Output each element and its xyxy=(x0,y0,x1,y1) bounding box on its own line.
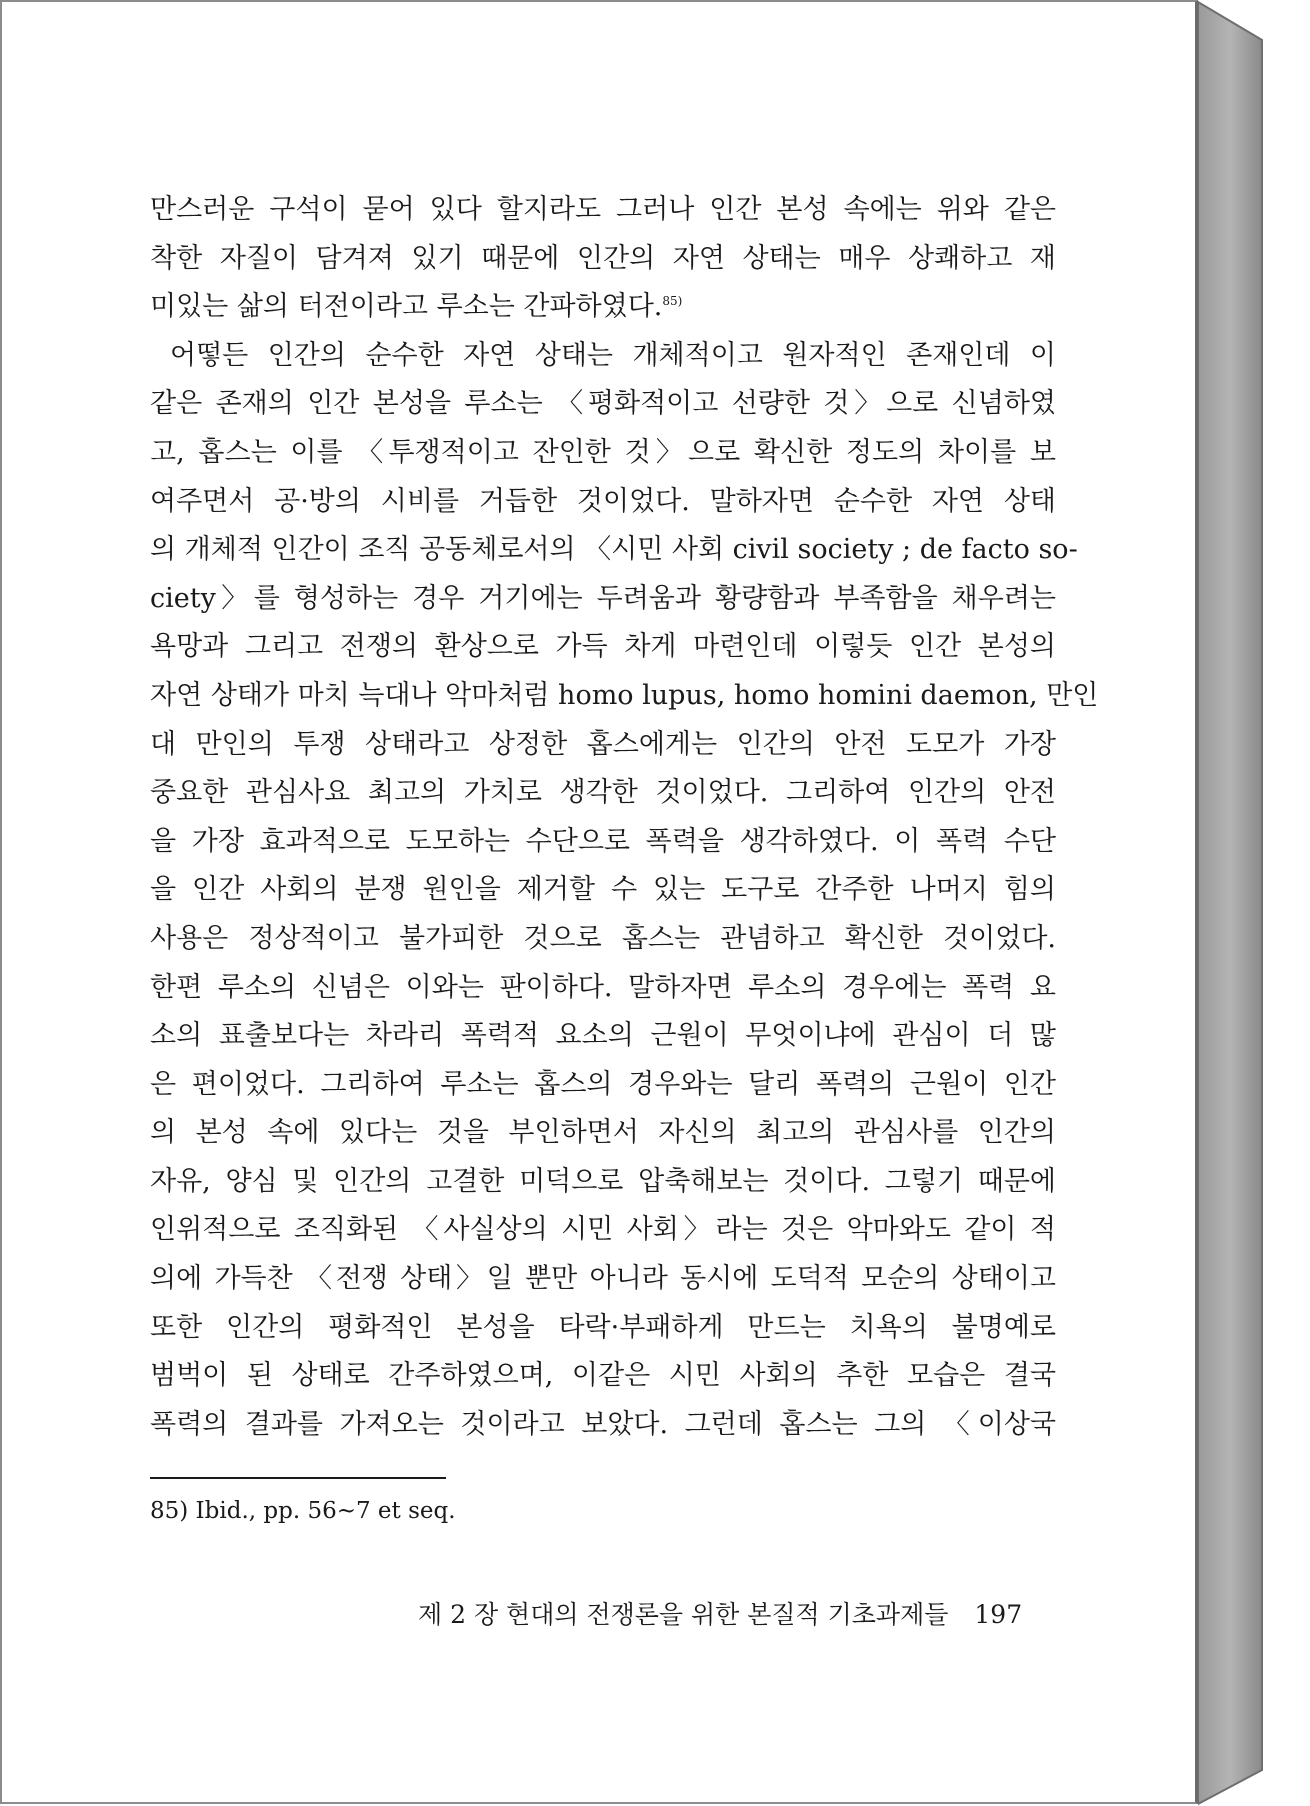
footnote-divider xyxy=(150,1477,446,1479)
body-line: 중요한 관심사요 최고의 가치로 생각한 것이었다. 그리하여 인간의 안전 xyxy=(150,777,1056,809)
book-page-edge xyxy=(1198,0,1288,1806)
body-line: 의 본성 속에 있다는 것을 부인하면서 자신의 최고의 관심사를 인간의 xyxy=(150,1117,1056,1149)
body-line: 범벅이 된 상태로 간주하였으며, 이같은 시민 사회의 추한 모습은 결국 xyxy=(150,1360,1056,1392)
body-line: 을 가장 효과적으로 도모하는 수단으로 폭력을 생각하였다. 이 폭력 수단 xyxy=(150,825,1056,857)
body-line: 착한 자질이 담겨져 있기 때문에 인간의 자연 상태는 매우 상쾌하고 재 xyxy=(150,242,1056,274)
body-line: 폭력의 결과를 가져오는 것이라고 보았다. 그런데 홉스는 그의 〈이상국 xyxy=(150,1408,1056,1440)
body-line: 자연 상태가 마치 늑대나 악마처럼 homo lupus, homo homini daemon, 만인 xyxy=(150,679,1099,711)
footnote-reference: 85) xyxy=(662,294,683,309)
footnote: 85) Ibid., pp. 56~7 et seq. xyxy=(150,1498,456,1524)
chapter-title: 제 2 장 현대의 전쟁론을 위한 본질적 기초과제들 xyxy=(418,1600,949,1629)
body-line-text: 미있는 삶의 터전이라고 루소는 간파하였다. xyxy=(150,291,663,323)
page-number: 197 xyxy=(974,1600,1023,1629)
body-text xyxy=(150,186,1099,1449)
body-line: 자유, 양심 및 인간의 고결한 미덕으로 압축해보는 것이다. 그렇기 때문에 xyxy=(150,1165,1056,1197)
body-line: 같은 존재의 인간 본성을 루소는 〈평화적이고 선량한 것〉으로 신념하였 xyxy=(150,388,1056,420)
running-footer xyxy=(418,1595,1022,1631)
body-line: 한편 루소의 신념은 이와는 판이하다. 말하자면 루소의 경우에는 폭력 요 xyxy=(150,971,1056,1003)
body-line: 만스러운 구석이 묻어 있다 할지라도 그러나 인간 본성 속에는 위와 같은 xyxy=(150,194,1056,225)
body-line: 또한 인간의 평화적인 본성을 타락·부패하게 만드는 치욕의 불명예로 xyxy=(150,1311,1056,1343)
body-line: 고, 홉스는 이를 〈투쟁적이고 잔인한 것〉으로 확신한 정도의 차이를 보 xyxy=(150,436,1056,468)
body-line: 여주면서 공·방의 시비를 거듭한 것이었다. 말하자면 순수한 자연 상태 xyxy=(150,485,1056,517)
body-line: 소의 표출보다는 차라리 폭력적 요소의 근원이 무엇이냐에 관심이 더 많 xyxy=(150,1020,1056,1052)
body-line: 대 만인의 투쟁 상태라고 상정한 홉스에게는 인간의 안전 도모가 가장 xyxy=(150,728,1056,760)
body-line: 을 인간 사회의 분쟁 원인을 제거할 수 있는 도구로 간주한 나머지 힘의 xyxy=(150,874,1056,906)
body-line: 욕망과 그리고 전쟁의 환상으로 가득 차게 마련인데 이렇듯 인간 본성의 xyxy=(150,631,1056,663)
body-line: 인위적으로 조직화된 〈사실상의 시민 사회〉라는 것은 악마와도 같이 적 xyxy=(150,1214,1056,1246)
body-line: 의 개체적 인간이 조직 공동체로서의 〈시민 사회 civil society ; de facto so- xyxy=(150,534,1078,566)
body-line: 어떻든 인간의 순수한 자연 상태는 개체적이고 원자적인 존재인데 이 xyxy=(170,339,1056,371)
body-line: ciety〉를 형성하는 경우 거기에는 두려움과 황량함과 부족함을 채우려는 xyxy=(150,582,1056,614)
body-line: 은 편이었다. 그리하여 루소는 홉스의 경우와는 달리 폭력의 근원이 인간 xyxy=(150,1068,1056,1100)
body-line xyxy=(150,283,1056,332)
body-line: 의에 가득찬 〈전쟁 상태〉일 뿐만 아니라 동시에 도덕적 모순의 상태이고 xyxy=(150,1263,1056,1295)
body-line: 사용은 정상적이고 불가피한 것으로 홉스는 관념하고 확신한 것이었다. xyxy=(150,922,1056,954)
